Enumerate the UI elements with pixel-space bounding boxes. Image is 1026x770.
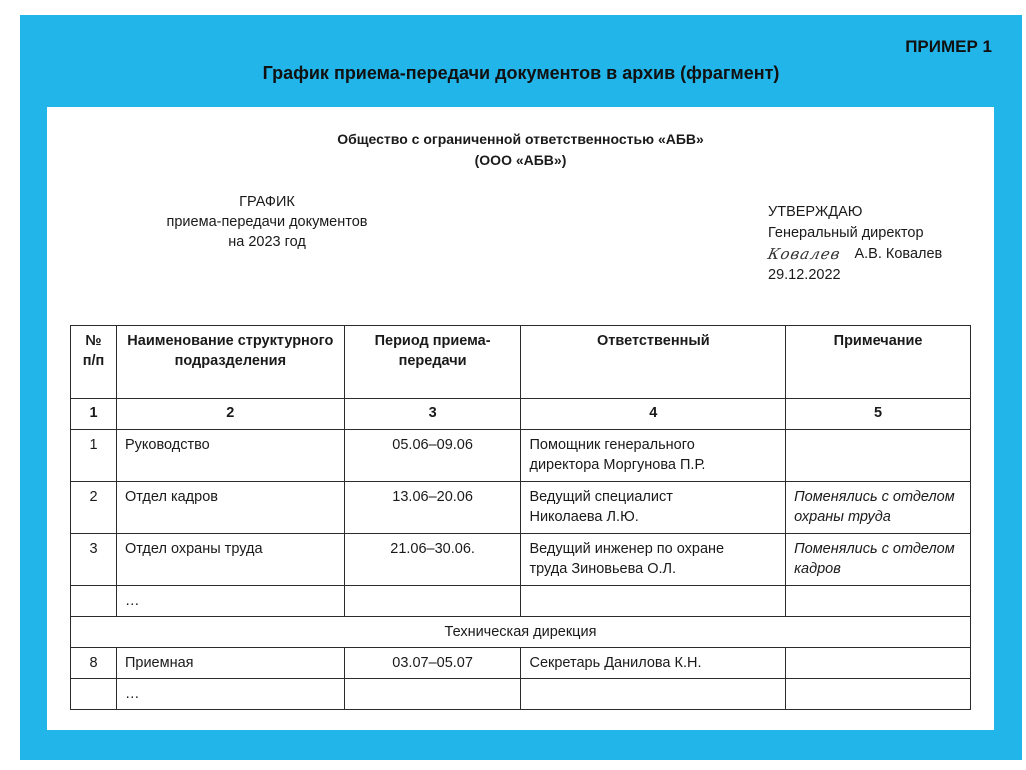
responsible-line: Ведущий инженер по охране	[529, 541, 725, 557]
row-number	[71, 586, 117, 617]
table-row	[71, 482, 971, 534]
heading-line2: приема-передачи документов	[166, 214, 368, 230]
responsible-line: Николаева Л.Ю.	[529, 509, 639, 525]
schedule-table	[70, 325, 971, 710]
responsible-line: Помощник генерального	[529, 437, 695, 453]
column-number: 2	[116, 399, 344, 430]
section-title: Техническая дирекция	[71, 617, 971, 648]
row-number: 2	[71, 482, 117, 534]
row-responsible	[521, 430, 786, 482]
table-row	[71, 648, 971, 679]
row-note	[786, 482, 971, 534]
row-department: Отдел кадров	[116, 482, 344, 534]
row-responsible	[521, 534, 786, 586]
responsible-line: Ведущий специалист	[529, 489, 673, 505]
header-period: Период приема-передачи	[344, 326, 521, 399]
row-note	[786, 648, 971, 679]
row-note	[786, 586, 971, 617]
table-row	[71, 534, 971, 586]
row-number	[71, 679, 117, 710]
org-name-line1: Общество с ограниченной ответственностью «АБВ»	[337, 131, 704, 147]
org-name-line2: (ООО «АБВ»)	[474, 152, 567, 168]
row-period: 13.06–20.06	[344, 482, 521, 534]
column-number: 3	[344, 399, 521, 430]
row-responsible	[521, 482, 786, 534]
column-numbers-row	[71, 399, 971, 430]
approval-position: Генеральный директор	[768, 225, 924, 241]
row-period: 05.06–09.06	[344, 430, 521, 482]
table-header-row	[71, 326, 971, 399]
handwritten-signature: Ковалев	[766, 245, 843, 263]
row-note	[786, 534, 971, 586]
row-responsible	[521, 586, 786, 617]
heading-line3: на 2023 год	[228, 234, 306, 250]
row-ellipsis: …	[116, 679, 344, 710]
table-row	[71, 430, 971, 482]
header-department: Наименование структурного подразделения	[116, 326, 344, 399]
row-period: 21.06–30.06.	[344, 534, 521, 586]
heading-line1: ГРАФИК	[239, 194, 295, 210]
column-number: 4	[521, 399, 786, 430]
table-row-ellipsis	[71, 586, 971, 617]
blue-frame	[20, 15, 1022, 760]
responsible-line: труда Зиновьева О.Л.	[529, 561, 677, 577]
approval-date: 29.12.2022	[768, 267, 841, 283]
row-department: Приемная	[116, 648, 344, 679]
row-responsible	[521, 679, 786, 710]
approval-stamp: УТВЕРЖДАЮ	[768, 204, 863, 220]
row-department: Отдел охраны труда	[116, 534, 344, 586]
row-period: 03.07–05.07	[344, 648, 521, 679]
row-department: Руководство	[116, 430, 344, 482]
approval-block	[768, 202, 983, 286]
note-line: охраны труда	[794, 509, 891, 525]
approver-name: А.В. Ковалев	[854, 246, 943, 262]
header-responsible: Ответственный	[521, 326, 786, 399]
row-number: 8	[71, 648, 117, 679]
frame-title: График приема-передачи документов в архив (фрагмент)	[262, 63, 780, 83]
document-page	[47, 107, 994, 730]
example-label: ПРИМЕР 1	[905, 37, 992, 56]
note-line: кадров	[794, 561, 841, 577]
row-period	[344, 586, 521, 617]
header-note: Примечание	[786, 326, 971, 399]
document-heading	[127, 192, 407, 252]
row-responsible: Секретарь Данилова К.Н.	[521, 648, 786, 679]
note-line: Поменялись с отделом	[794, 489, 955, 505]
row-note	[786, 430, 971, 482]
row-note	[786, 679, 971, 710]
section-row	[71, 617, 971, 648]
header-number: № п/п	[71, 326, 117, 399]
signature-row	[768, 244, 983, 265]
row-number: 1	[71, 430, 117, 482]
organization-name	[47, 129, 994, 171]
column-number: 5	[786, 399, 971, 430]
row-ellipsis: …	[116, 586, 344, 617]
note-line: Поменялись с отделом	[794, 541, 955, 557]
column-number: 1	[71, 399, 117, 430]
row-number: 3	[71, 534, 117, 586]
row-period	[344, 679, 521, 710]
responsible-line: директора Моргунова П.Р.	[529, 457, 706, 473]
table-row-ellipsis	[71, 679, 971, 710]
